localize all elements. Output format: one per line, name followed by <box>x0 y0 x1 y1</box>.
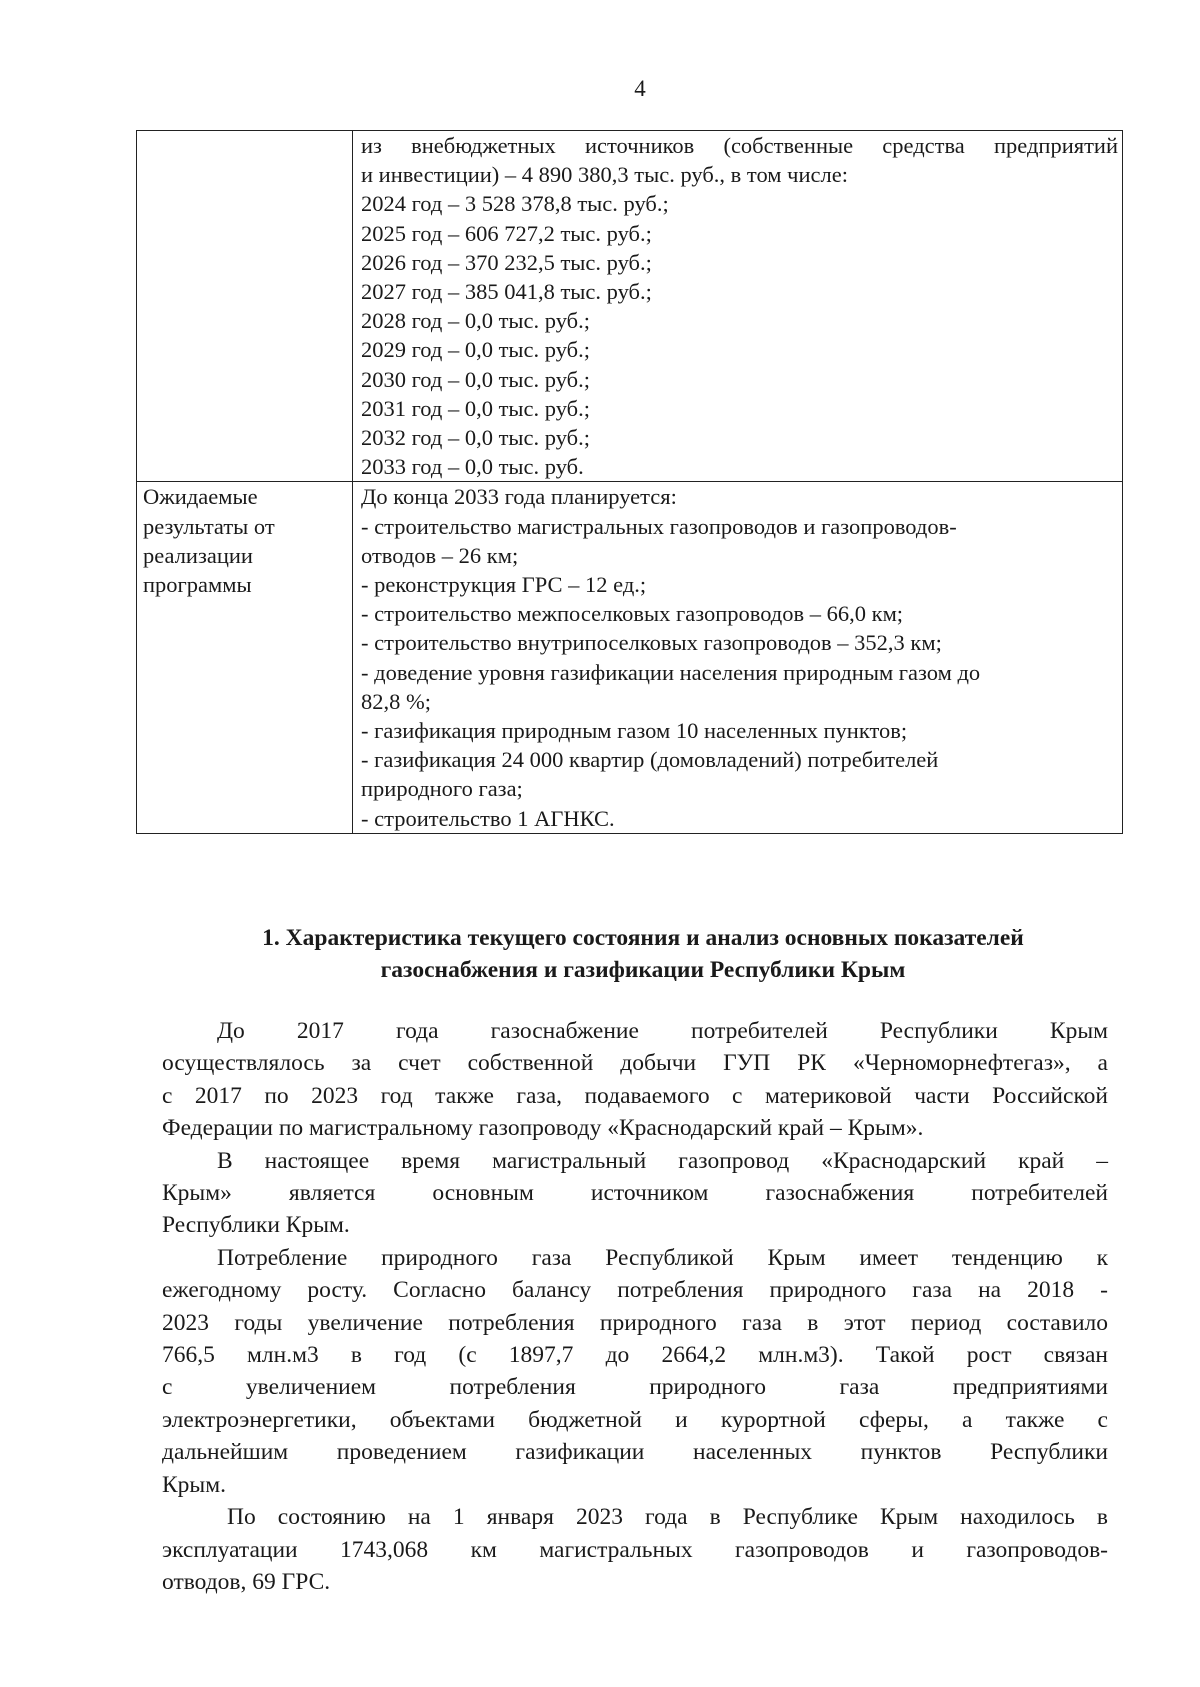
text-line: 2028 год – 0,0 тыс. руб.; <box>361 308 591 334</box>
text-line: дальнейшим проведением газификации населенных пунктов Республики <box>162 1439 1108 1466</box>
paragraph <box>162 1015 1108 1145</box>
text-line: Республики Крым. <box>162 1212 350 1239</box>
text-line: 766,5 млн.м3 в год (с 1897,7 до 2664,2 млн.м3). Такой рост связан <box>162 1342 1108 1369</box>
text-line: 2026 год – 370 232,5 тыс. руб.; <box>361 249 652 275</box>
text-line: 2029 год – 0,0 тыс. руб.; <box>361 337 591 363</box>
text-line: 2023 годы увеличение потребления природного газа в этот период составило <box>162 1309 1108 1336</box>
text-line: из внебюджетных источников (собственные средства предприятий <box>361 133 1118 158</box>
text-line: реализации <box>143 542 253 568</box>
table-cell-label <box>137 482 353 833</box>
table-cell-results <box>353 482 1123 833</box>
section-body <box>162 1015 1108 1598</box>
text-line: - доведение уровня газификации населения природным газом до <box>361 659 981 685</box>
text-line: 2032 год – 0,0 тыс. руб.; <box>361 425 591 451</box>
text-line: с 2017 по 2023 год также газа, подаваемого с материковой части Российской <box>162 1082 1108 1109</box>
text-line: Крым» является основным источником газоснабжения потребителей <box>162 1180 1108 1207</box>
paragraph <box>162 1145 1108 1242</box>
table-row <box>137 482 1123 833</box>
text-line: - газификация природным газом 10 населенных пунктов; <box>361 718 908 744</box>
text-line: Крым. <box>162 1471 226 1498</box>
table-cell-label <box>137 131 353 482</box>
text-line: 82,8 %; <box>361 688 431 714</box>
table-cell-funding <box>353 131 1123 482</box>
text-line: осуществлялось за счет собственной добычи ГУП РК «Черноморнефтегаз», а <box>162 1050 1108 1077</box>
text-line: эксплуатации 1743,068 км магистральных газопроводов и газопроводов- <box>162 1536 1108 1563</box>
text-line: Потребление природного газа Республикой Крым имеет тенденцию к <box>217 1244 1108 1271</box>
text-line: программы <box>143 572 252 598</box>
text-line: Федерации по магистральному газопроводу «Краснодарский край – Крым». <box>162 1115 924 1142</box>
text-line: природного газа; <box>361 776 523 802</box>
text-line: 2025 год – 606 727,2 тыс. руб.; <box>361 220 652 246</box>
text-line: с увеличением потребления природного газа предприятиями <box>162 1374 1108 1401</box>
text-line: В настоящее время магистральный газопровод «Краснодарский край – <box>217 1147 1108 1174</box>
text-line: Ожидаемые <box>143 484 258 510</box>
text-line: - строительство межпоселковых газопроводов – 66,0 км; <box>361 601 904 627</box>
text-line: 2024 год – 3 528 378,8 тыс. руб.; <box>361 191 669 217</box>
table-row <box>137 131 1123 482</box>
heading-line: газоснабжения и газификации Республики Крым <box>380 957 906 983</box>
text-line: До конца 2033 года планируется: <box>361 484 677 510</box>
text-line: - строительство 1 АГНКС. <box>361 805 615 831</box>
paragraph <box>162 1242 1108 1501</box>
text-line: электроэнергетики, объектами бюджетной и курортной сферы, а также с <box>162 1406 1108 1433</box>
text-line: ежегодному росту. Согласно балансу потребления природного газа на 2018 - <box>162 1277 1108 1304</box>
heading-line: 1. Характеристика текущего состояния и анализ основных показателей <box>262 925 1024 951</box>
text-line: 2027 год – 385 041,8 тыс. руб.; <box>361 279 652 305</box>
program-passport-table <box>136 130 1123 834</box>
text-line: отводов – 26 км; <box>361 542 519 568</box>
text-line: - строительство магистральных газопроводов и газопроводов- <box>361 513 957 539</box>
page-number: 4 <box>634 76 646 101</box>
text-line: результаты от <box>143 513 275 539</box>
text-line: - газификация 24 000 квартир (домовладений) потребителей <box>361 747 939 773</box>
text-line: 2031 год – 0,0 тыс. руб.; <box>361 395 591 421</box>
text-line: отводов, 69 ГРС. <box>162 1568 331 1595</box>
text-line: 2033 год – 0,0 тыс. руб. <box>361 454 584 480</box>
paragraph <box>162 1501 1108 1598</box>
text-line: 2030 год – 0,0 тыс. руб.; <box>361 366 591 392</box>
text-line: - реконструкция ГРС – 12 ед.; <box>361 572 647 598</box>
text-line: По состоянию на 1 января 2023 года в Республике Крым находилось в <box>227 1504 1108 1531</box>
text-line: и инвестиции) – 4 890 380,3 тыс. руб., в том числе: <box>361 162 848 188</box>
text-line: - строительство внутрипоселковых газопроводов – 352,3 км; <box>361 630 942 656</box>
text-line: До 2017 года газоснабжение потребителей Республики Крым <box>217 1018 1108 1044</box>
section-heading <box>150 922 1136 986</box>
